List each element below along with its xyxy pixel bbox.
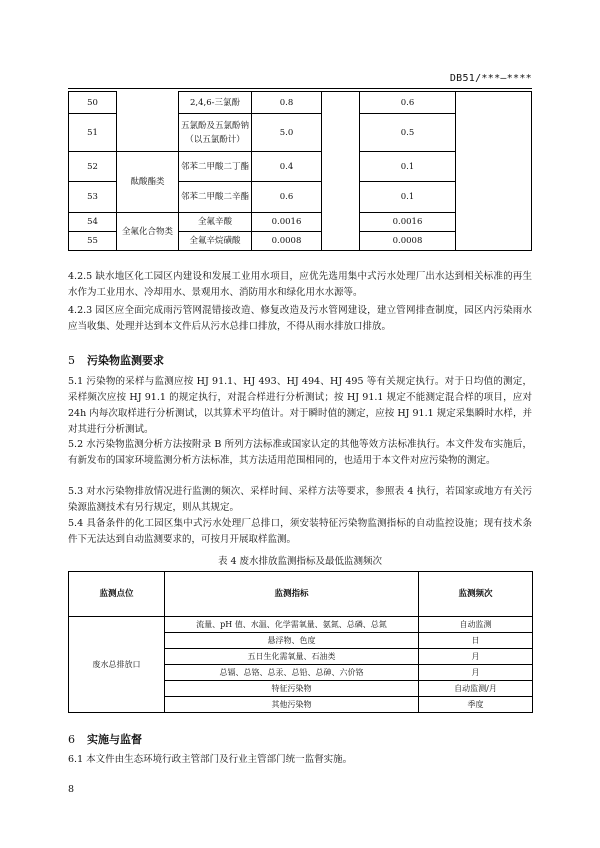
limit-value-1: 0.0008 bbox=[252, 232, 322, 251]
limit-value-1: 0.4 bbox=[252, 152, 322, 182]
monitoring-frequency-table bbox=[68, 571, 533, 713]
row-number: 50 bbox=[69, 92, 117, 114]
section-6-heading bbox=[68, 731, 142, 747]
pollutant-name: 邻苯二甲酸二丁酯 bbox=[179, 152, 252, 182]
pollutant-name: 2,4,6-三氯酚 bbox=[179, 92, 252, 114]
limit-value-1: 0.8 bbox=[252, 92, 322, 114]
limit-value-2: 0.5 bbox=[360, 114, 456, 152]
header-monitoring-point: 监测点位 bbox=[69, 572, 165, 617]
limit-value-2: 0.0008 bbox=[360, 232, 456, 251]
monitoring-index: 其他污染物 bbox=[165, 697, 419, 713]
section-number: 5 bbox=[68, 354, 75, 367]
pollutant-name: 五氯酚及五氯酚钠（以五氯酚计） bbox=[179, 114, 252, 152]
limit-value-2: 0.0016 bbox=[360, 213, 456, 232]
monitoring-index: 流量、pH 值、水温、化学需氧量、氨氮、总磷、总氮 bbox=[165, 617, 419, 633]
section-number: 6 bbox=[68, 733, 75, 746]
header-rule bbox=[68, 88, 532, 89]
monitoring-frequency: 月 bbox=[419, 665, 533, 681]
monitoring-frequency: 日 bbox=[419, 633, 533, 649]
section-title: 污染物监测要求 bbox=[87, 354, 164, 367]
table-row bbox=[69, 617, 533, 633]
monitoring-frequency: 月 bbox=[419, 649, 533, 665]
limit-value-2: 0.6 bbox=[360, 92, 456, 114]
row-number: 53 bbox=[69, 182, 117, 213]
monitoring-index: 总镉、总铬、总汞、总铅、总砷、六价铬 bbox=[165, 665, 419, 681]
category-cell: 全氟化合物类 bbox=[117, 213, 179, 251]
table-row bbox=[69, 92, 532, 114]
spacer-cell bbox=[322, 92, 360, 251]
pollutant-name: 全氟辛酸 bbox=[179, 213, 252, 232]
paragraph-6-1: 6.1 本文件由生态环境行政主管部门及行业主管部门统一监督实施。 bbox=[68, 754, 353, 765]
row-number: 51 bbox=[69, 114, 117, 152]
category-cell: 酞酸酯类 bbox=[117, 152, 179, 213]
header-monitoring-frequency: 监测频次 bbox=[419, 572, 533, 617]
monitoring-point-cell: 废水总排放口 bbox=[69, 617, 165, 713]
row-number: 54 bbox=[69, 213, 117, 232]
document-id: DB51/***—**** bbox=[449, 73, 532, 84]
empty-column bbox=[456, 92, 532, 251]
limit-value-1: 0.0016 bbox=[252, 213, 322, 232]
limit-value-1: 0.6 bbox=[252, 182, 322, 213]
paragraph-5-4: 5.4 具备条件的化工园区集中式污水处理厂总排口，须安装特征污染物监测指标的自动监控设施；现有技术条件下无法达到自动监测要求的，可按月开展取样监测。 bbox=[68, 518, 532, 545]
monitoring-index: 特征污染物 bbox=[165, 681, 419, 697]
section-5-heading bbox=[68, 352, 164, 368]
paragraph-5-1: 5.1 污染物的采样与监测应按 HJ 91.1、HJ 493、HJ 494、HJ 495 等有关规定执行。对于日均值的测定，采样频次应按 HJ 91.1 的规定执行，对混合样进行分析测试；按 HJ 91.1 规定不能测定混合样的项目，应对 24h 内每次取样进行分析测试，以其算术平均值计。对于瞬时值的测定，应按 HJ 91.1 规定采集瞬时水样，并对其进行分析测试。 bbox=[68, 376, 532, 435]
paragraph-4-2-3: 4.2.3 园区应全面完成雨污管网混错接改造、修复改造及污水管网建设，建立管网排查制度，园区内污染雨水应当收集、处理并达到本文件后从污水总排口排放，不得从雨水排放口排放。 bbox=[68, 305, 532, 332]
monitoring-frequency: 季度 bbox=[419, 697, 533, 713]
pollutant-name: 全氟辛烷磺酸 bbox=[179, 232, 252, 251]
limit-value-2: 0.1 bbox=[360, 152, 456, 182]
page-number: 8 bbox=[68, 784, 75, 795]
table-4-caption: 表 4 废水排放监测指标及最低监测频次 bbox=[217, 556, 383, 567]
monitoring-index: 五日生化需氧量、石油类 bbox=[165, 649, 419, 665]
monitoring-index: 悬浮物、色度 bbox=[165, 633, 419, 649]
limit-value-2: 0.1 bbox=[360, 182, 456, 213]
paragraph-5-3: 5.3 对水污染物排放情况进行监测的频次、采样时间、采样方法等要求，参照表 4 执行，若国家或地方有关污染源监测技术有另行规定，则从其规定。 bbox=[68, 486, 532, 513]
section-title: 实施与监督 bbox=[87, 733, 142, 746]
pollutant-limits-table bbox=[68, 91, 532, 251]
monitoring-frequency: 自动监测 bbox=[419, 617, 533, 633]
category-cell bbox=[117, 92, 179, 152]
limit-value-1: 5.0 bbox=[252, 114, 322, 152]
paragraph-5-2: 5.2 水污染物监测分析方法按附录 B 所列方法标准或国家认定的其他等效方法标准执行。本文件发布实施后，有新发布的国家环境监测分析方法标准，其方法适用范围相同的，也适用于本文件对应污染物的测定。 bbox=[68, 439, 532, 466]
row-number: 52 bbox=[69, 152, 117, 182]
row-number: 55 bbox=[69, 232, 117, 251]
table-header-row bbox=[69, 572, 533, 617]
pollutant-name: 邻苯二甲酸二辛酯 bbox=[179, 182, 252, 213]
paragraph-4-2-5: 4.2.5 缺水地区化工园区内建设和发展工业用水项目，应优先选用集中式污水处理厂出水达到相关标准的再生水作为工业用水、冷却用水、景观用水、消防用水和绿化用水水源等。 bbox=[68, 271, 532, 298]
monitoring-frequency: 自动监测/月 bbox=[419, 681, 533, 697]
header-monitoring-index: 监测指标 bbox=[165, 572, 419, 617]
